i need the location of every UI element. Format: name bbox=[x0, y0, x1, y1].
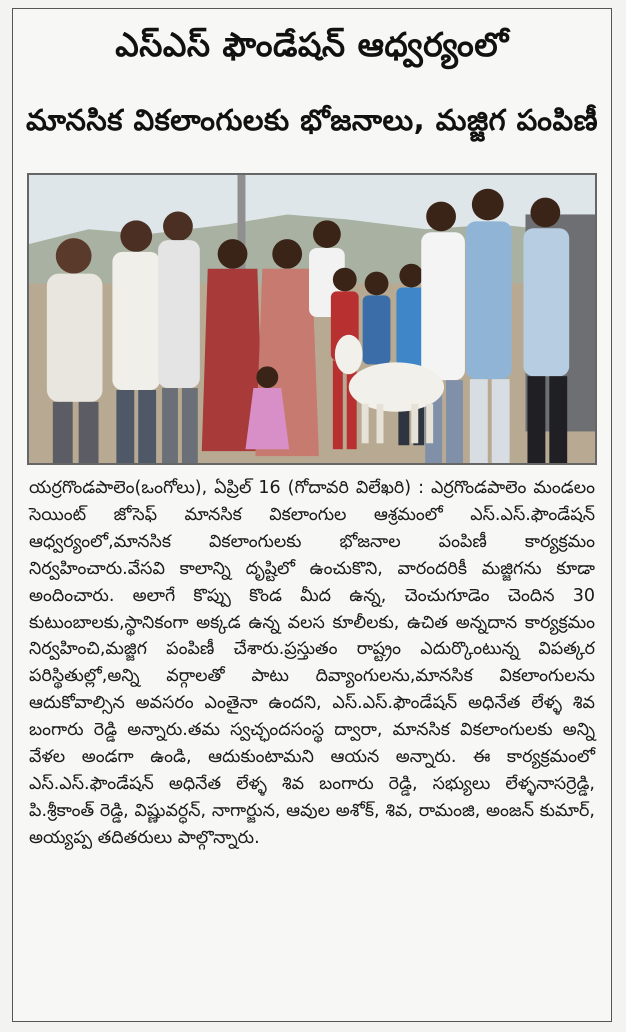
group-photo bbox=[27, 173, 597, 465]
headline-line-1: ఎస్ఎస్ ఫౌండేషన్ ఆధ్వర్యంలో bbox=[115, 25, 509, 64]
child-3 bbox=[363, 272, 391, 365]
news-clipping bbox=[12, 8, 612, 1022]
article-paragraph: యర్రగొండపాలెం(ఒంగోలు), ఏప్రిల్ 16 (గోదావరి విలేఖరి) : ఎర్రగొండపాలెం మండలం సెయింట్ జోసెఫ్ మానసిక వికలాంగుల ఆశ్రమంలో ఎస్.ఎస్.ఫౌండేషన్ ఆధ్వర్యంలో,మానసిక వికలాంగులకు భోజనాల పంపిణీ కార్యక్రమం నిర్వహించారు.వేసవి కాలాన్ని దృష్టిలో ఉంచుకొని, వారందరికీ మజ్జిగను కూడా అందించారు. అలాగే కొప్పు కొండ మీద ఉన్న, చెంచుగూడెం చెందిన 30 కుటుంబాలకు,స్థానికంగా అక్కడ ఉన్న వలస కూలీలకు, ఉచిత అన్నదాన కార్యక్రమం నిర్వహించి,మజ్జిగ పంపిణీ చేశారు.ప్రస్తుతం రాష్ట్రం ఎదుర్కొంటున్న విపత్కర పరిస్థితుల్లో,అన్ని వర్గాలతో పాటు దివ్యాంగులను,మానసిక వికలాంగులను ఆదుకోవాల్సిన అవసరం ఎంతైనా ఉందని, ఎస్.ఎస్.ఫౌండేషన్ అధినేత లేళ్ళ శివ బంగారు రెడ్డి అన్నారు.తమ స్వచ్ఛందసంస్థ ద్వారా, మానసిక వికలాంగులకు అన్ని వేళల అండగా ఉండి, ఆదుకుంటామని ఆయన అన్నారు. ఈ కార్యక్రమంలో ఎస్.ఎస్.ఫౌండేషన్ అధినేత లేళ్ళ శివ బంగారు రెడ్డి, సభ్యులు లేళ్ళనాసర్రెడ్డి, పి.శ్రీకాంత్ రెడ్డి, విష్ణువర్ధన్, నాగార్జున, ఆవుల అశోక్, శివ, రామంజి, అంజన్ కుమార్, అయ్యప్ప తదితరులు పాల్గొన్నారు. bbox=[29, 478, 595, 848]
group-photo-illustration bbox=[29, 175, 595, 463]
headline-line-2: మానసిక వికలాంగులకు భోజనాలు, మజ్జిగ పంపిణీ bbox=[25, 103, 599, 137]
article-body bbox=[29, 475, 595, 852]
